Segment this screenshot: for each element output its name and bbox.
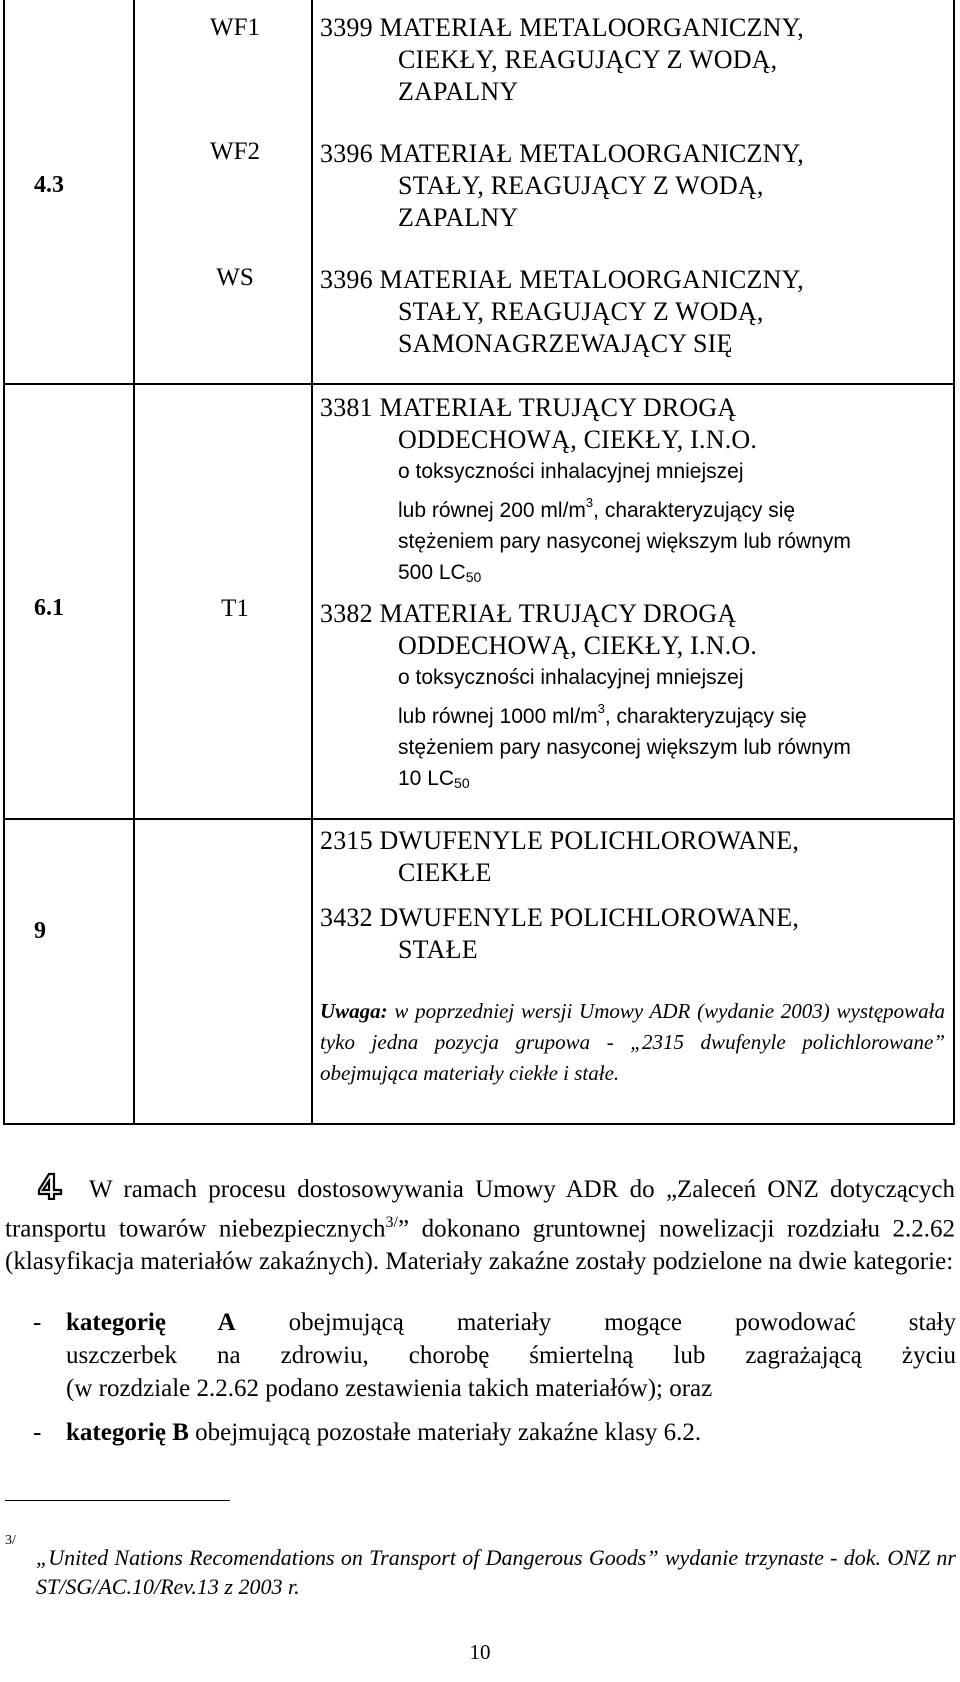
classification-code: T1 [221, 595, 249, 622]
bullet-item-category-a: kategorię A obejmującą materiały mogące powodować stały uszczerbek na zdrowiu, chorobę śmiertelną lub zagrażającą życiu (w rozdziale 2.2.62 podano zestawienia takich materiałów); oraz [66, 1309, 956, 1402]
page-number: 10 [469, 1640, 491, 1664]
entry-3381-description: o toksyczności inhalacyjnej mniejszej lub równej 200 $ml/m^3$, charakteryzujący się stężeniem pary nasyconej większym lub równym 500 LC50 [398, 460, 851, 585]
bullet-dash: - [33, 1309, 42, 1336]
footnote-text: „United Nations Recomendations on Transport of Dangerous Goods” wydanie trzynaste - dok. ONZ nr ST/SG/AC.10/Rev.13 z 2003 r. [36, 1545, 956, 1599]
entry-3381: 3381 MATERIAŁ TRUJĄCY DROGĄ ODDECHOWĄ, CIEKŁY, I.N.O. [320, 393, 758, 454]
class-label: 4.3 [34, 172, 64, 198]
entry-3396-flammable: 3396 MATERIAŁ METALOORGANICZNY, STAŁY, REAGUJĄCY Z WODĄ, ZAPALNY [320, 139, 804, 232]
classification-code: WF1 [210, 14, 260, 41]
body-paragraph: W ramach procesu dostosowywania Umowy ADR do „Zaleceń ONZ dotyczących transportu towarów niebezpiecznych$^{3/}$” dokonano gruntownej nowelizacji rozdziału 2.2.62 (klasyfikacja materiałów zakaźnych). Materiały zakaźne zostały podzielone na dwie kategorie: [5, 1172, 955, 1278]
classification-code: WF2 [210, 138, 260, 165]
footnote-separator [5, 1500, 230, 1501]
entry-2315: 2315 DWUFENYLE POLICHLOROWANE, CIEKŁE [320, 826, 800, 887]
footnote-ref: 3/ [385, 1214, 398, 1231]
bullet-item-category-b: kategorię B obejmującą pozostałe materiały zakaźne klasy 6.2. [66, 1419, 702, 1446]
table-note: Uwaga: w poprzedniej wersji Umowy ADR (wydanie 2003) występowała tyko jedna pozycja grupowa - „2315 dwufenyle polichlorowane” obejmująca materiały ciekłe i stałe. [320, 999, 945, 1085]
section-marker-icon [37, 1172, 67, 1198]
class-label: 6.1 [34, 595, 64, 621]
entry-3399: 3399 MATERIAŁ METALOORGANICZNY, CIEKŁY, REAGUJĄCY Z WODĄ, ZAPALNY [320, 13, 804, 106]
bullet-dash: - [33, 1419, 42, 1446]
entry-3432: 3432 DWUFENYLE POLICHLOROWANE, STAŁE [320, 903, 800, 964]
entry-3396-self-heating: 3396 MATERIAŁ METALOORGANICZNY, STAŁY, REAGUJĄCY Z WODĄ, SAMONAGRZEWAJĄCY SIĘ [320, 265, 804, 358]
entry-3382-description: o toksyczności inhalacyjnej mniejszej lub równej 1000 $ml/m^3$, charakteryzujący się stężeniem pary nasyconej większym lub równym 10 LC50 [398, 666, 851, 791]
class-label: 9 [34, 918, 46, 944]
classification-code: WS [216, 264, 254, 291]
footnote-mark: 3/ [5, 1533, 16, 1548]
entry-3382: 3382 MATERIAŁ TRUJĄCY DROGĄ ODDECHOWĄ, CIEKŁY, I.N.O. [320, 599, 758, 660]
